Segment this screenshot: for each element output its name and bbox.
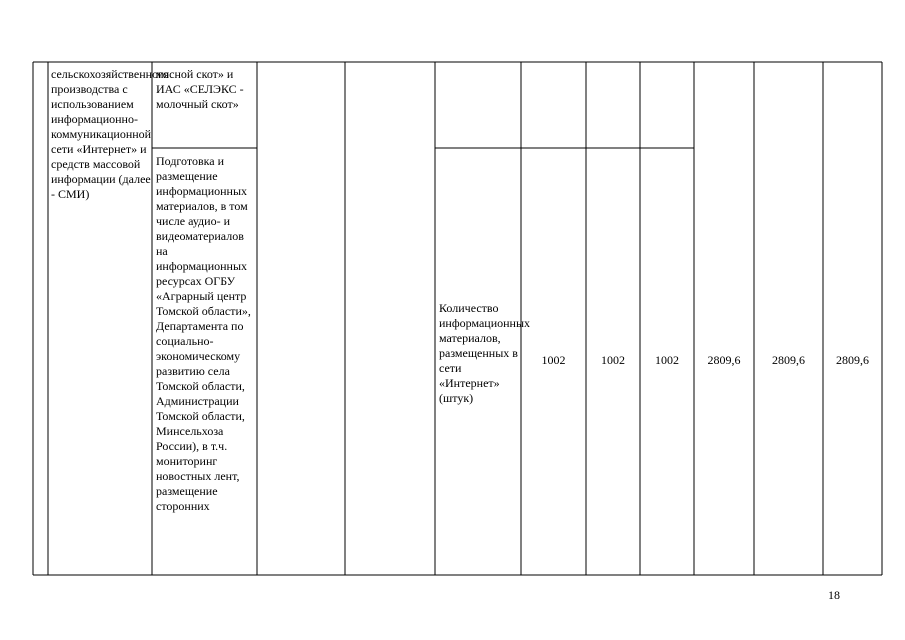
activity-cell-continued: мясной скот» и ИАС «СЕЛЭКС - молочный скот» [156, 67, 244, 111]
page-number: 18 [828, 588, 840, 602]
activity-cell: Подготовка и размещение информационных материалов, в том числе аудио- и видеоматериалов на информационных ресурсах ОГБУ «Аграрный центр Томской области», Департамента по социально-экономическому развитию села Томской области, Администрации Томской области, Минсельхоза России), в т.ч. мониторинг новостных лент, размещение сторонних [156, 154, 251, 513]
value-cell-1: 1002 [541, 353, 566, 367]
value-cell-4: 2809,6 [707, 353, 741, 367]
value-cell-6: 2809,6 [836, 353, 869, 367]
task-description-cell: сельскохозяйственного производства с использованием информационно-коммуникационной сети «Интернет» и средств массовой информации (далее - СМИ) [51, 67, 169, 201]
value-cell-3: 1002 [655, 353, 679, 367]
indicator-cell: Количество информационных материалов, размещенных в сети «Интернет» (штук) [439, 301, 531, 405]
value-cell-2: 1002 [601, 353, 625, 367]
value-cell-5: 2809,6 [772, 353, 805, 367]
